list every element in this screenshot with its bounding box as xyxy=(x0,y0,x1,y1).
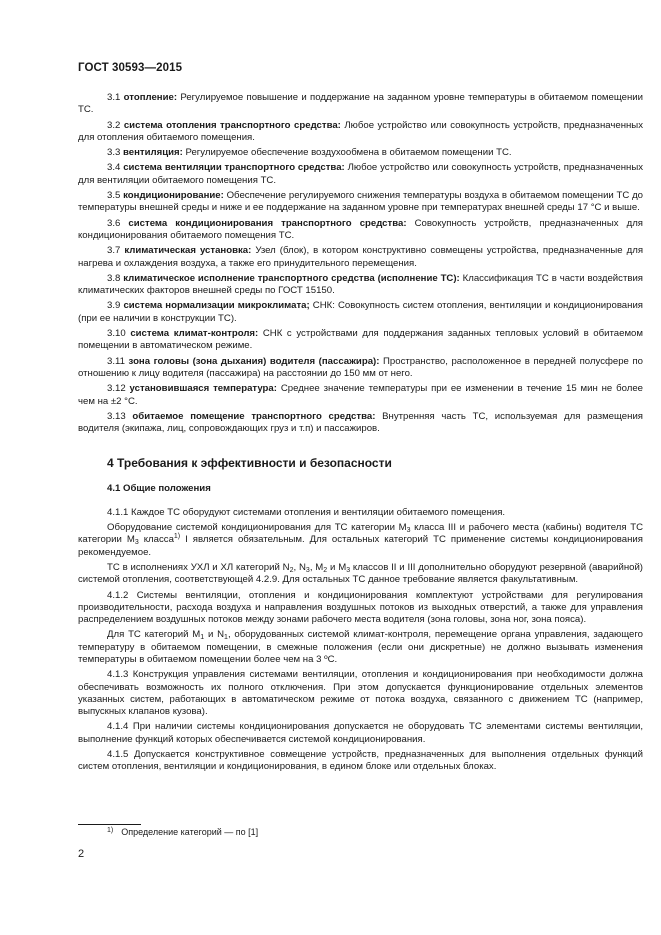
paragraph-4-1-4: 4.1.4 При наличии системы кондиционирования допускается не оборудовать ТС элементами системы вентиляции, выполнение функций которых обеспечивается системой кондиционирования. xyxy=(78,721,643,745)
definition-number: 3.6 xyxy=(107,217,121,229)
definition-number: 3.10 xyxy=(107,328,126,340)
definition-text: Узел (блок), в котором конструктивно совмещены устройства, предназначенные для нагрева и охлаждения воздуха, а также его принудительного перемещения. xyxy=(78,245,644,269)
definition-term: обитаемое помещение транспортного средства: xyxy=(132,410,376,422)
definition-number: 3.2 xyxy=(107,119,121,131)
section-title: 4 Требования к эффективности и безопасности xyxy=(107,456,392,471)
definition-3-7 xyxy=(78,245,643,270)
definitions-list xyxy=(78,92,643,435)
paragraph-conditioning: Оборудование системой кондиционирования для ТС категории $М_3$ класса III и рабочего места (кабины) водителя ТС категории $М_3$ класса$^{1)}$ I является обязательным. Для остальных категорий ТС применение системы кондиционирования рекомендуемое. xyxy=(78,522,643,558)
definition-3-9 xyxy=(78,300,643,325)
footnote-mark: 1) xyxy=(107,827,114,834)
definition-3-8 xyxy=(78,273,643,298)
definition-term: система нормализации микроклимата; xyxy=(123,300,310,312)
definition-number: 3.4 xyxy=(107,162,121,174)
paragraph-4-1-1: 4.1.1 Каждое ТС оборудуют системами отопления и вентиляции обитаемого помещения. xyxy=(107,506,506,518)
definition-text: Среднее значение температуры при ее изменении в течение 15 мин не более чем на ±2 °С. xyxy=(78,383,643,407)
definition-text: Внутренняя часть ТС, используемая для размещения водителя (экипажа, лиц, сопровождающих груз и т.п) и пассажиров. xyxy=(78,410,643,435)
definition-number: 3.11 xyxy=(107,355,125,367)
definition-text: Регулируемое обеспечение воздухообмена в обитаемом помещении ТС. xyxy=(185,147,512,159)
definition-number: 3.1 xyxy=(107,92,121,103)
definition-term: кондиционирование: xyxy=(123,190,224,202)
definition-number: 3.9 xyxy=(107,300,121,312)
definition-text: Классификация ТС в части воздействия климатических факторов внешней среды по ГОСТ 15150. xyxy=(78,272,643,297)
definition-3-13 xyxy=(78,411,643,436)
paragraph-climate-control: Для ТС категорий $М_1$ и $N_1$, оборудованных системой климат-контроля, перемещение органа управления, задающего температуру в обитаемом помещении, в смежные положения (если они дискретные) не должно вызывать изменения температуры в обитаемом помещении более чем на 3 ºС. xyxy=(78,629,643,665)
definition-text: Пространство, расположенное в передней полусфере по отношению к лицу водителя (пассажира) на расстоянии до 150 мм от него. xyxy=(78,355,643,379)
definition-3-4 xyxy=(78,162,643,187)
definition-term: система отопления транспортного средства: xyxy=(123,119,341,131)
document-body xyxy=(78,92,643,777)
footnote-text: Определение категорий — по [1] xyxy=(121,827,259,837)
footnote-divider xyxy=(78,824,141,825)
definition-3-10 xyxy=(78,328,643,353)
definition-number: 3.5 xyxy=(107,190,121,202)
document-header: ГОСТ 30593—2015 xyxy=(78,62,183,74)
definition-3-6 xyxy=(78,218,643,243)
definition-term: зона головы (зона дыхания) водителя (пассажира): xyxy=(128,355,380,367)
definition-term: отопление: xyxy=(123,92,178,103)
definition-number: 3.3 xyxy=(107,147,121,159)
definition-text: Любое устройство или совокупность устройств, предназначенных для вентиляции обитаемого помещения ТС. xyxy=(78,162,644,186)
definition-text: СНК с устройствами для поддержания заданных тепловых условий в обитаемом помещении в автоматическом режиме. xyxy=(78,328,643,352)
definition-text: Совокупность устройств, предназначенных для кондиционирования обитаемого помещения ТС. xyxy=(78,217,644,241)
definition-term: климатическое исполнение транспортного средства (исполнение ТС): xyxy=(123,272,460,284)
definition-number: 3.7 xyxy=(107,245,121,257)
definition-term: вентиляция: xyxy=(123,147,183,159)
definition-3-11 xyxy=(78,356,643,381)
definition-term: климатическая установка: xyxy=(124,245,252,257)
definition-number: 3.12 xyxy=(107,383,126,395)
footnote-reference: 1) xyxy=(173,533,181,541)
paragraph-4-1-2: 4.1.2 Системы вентиляции, отопления и кондиционирования комплектуют устройствами для регулирования производительности, расхода воздуха и направления воздушных потоков из выходных отверстий, а также для управления распределением воздушных потоков между зонами рабочего места водителя (зона головы, зона ног, зона пояса). xyxy=(78,589,643,626)
definition-3-5 xyxy=(78,190,643,215)
definition-text: Регулируемое повышение и поддержание на заданном уровне температуры в обитаемом помещении ТС. xyxy=(78,92,643,116)
paragraph-4-1-3: 4.1.3 Конструкция управления системами вентиляции, отопления и кондиционирования при необходимости должна обеспечивать возможность их полного отключения. При этом допускается функционирование отдельных элементов указанных систем, работающих в автоматическом режиме от потока воздуха, связанного с движением ТС (например, выпускных клапанов кузова). xyxy=(78,669,643,718)
definition-term: установившаяся температура: xyxy=(129,383,277,395)
definition-term: система вентиляции транспортного средства: xyxy=(123,162,345,174)
page-number: 2 xyxy=(78,848,85,860)
definition-3-1 xyxy=(78,92,643,117)
footnote xyxy=(107,827,258,837)
definition-3-2 xyxy=(78,120,643,145)
definition-text: Любое устройство или совокупность устройств, предназначенных для отопления обитаемого помещения. xyxy=(78,119,643,143)
subsection-title: 4.1 Общие положения xyxy=(107,483,211,495)
definition-3-12 xyxy=(78,383,643,408)
definition-term: система климат-контроля: xyxy=(130,328,259,340)
definition-number: 3.8 xyxy=(107,272,121,284)
definition-text: Обеспечение регулируемого снижения температуры воздуха в обитаемом помещении ТС до температуры внешней среды и ниже и ее поддержание на заданном уровне при температурах внешней среды 17 °С и выше. xyxy=(78,190,644,214)
definition-term: система кондиционирования транспортного средства: xyxy=(128,217,407,229)
definition-3-3 xyxy=(78,147,643,159)
definition-text: СНК: Совокупность систем отопления, вентиляции и кондиционирования (при ее наличии в конструкции ТС). xyxy=(78,300,643,324)
paragraph-reserve-heating: ТС в исполнениях УХЛ и ХЛ категорий $N_2$, $N_3$, $М_2$ и $М_3$ классов II и III дополнительно оборудуют резервной (аварийной) системой отопления, соответствующей 4.2.9. Для остальных ТС данное требование является факультативным. xyxy=(78,561,644,586)
definition-number: 3.13 xyxy=(107,410,126,422)
paragraph-4-1-5: 4.1.5 Допускается конструктивное совмещение устройств, предназначенных для выполнения отдельных функций систем отопления, вентиляции и кондиционирования, в едином блоке или отдельных блоках. xyxy=(78,749,643,773)
